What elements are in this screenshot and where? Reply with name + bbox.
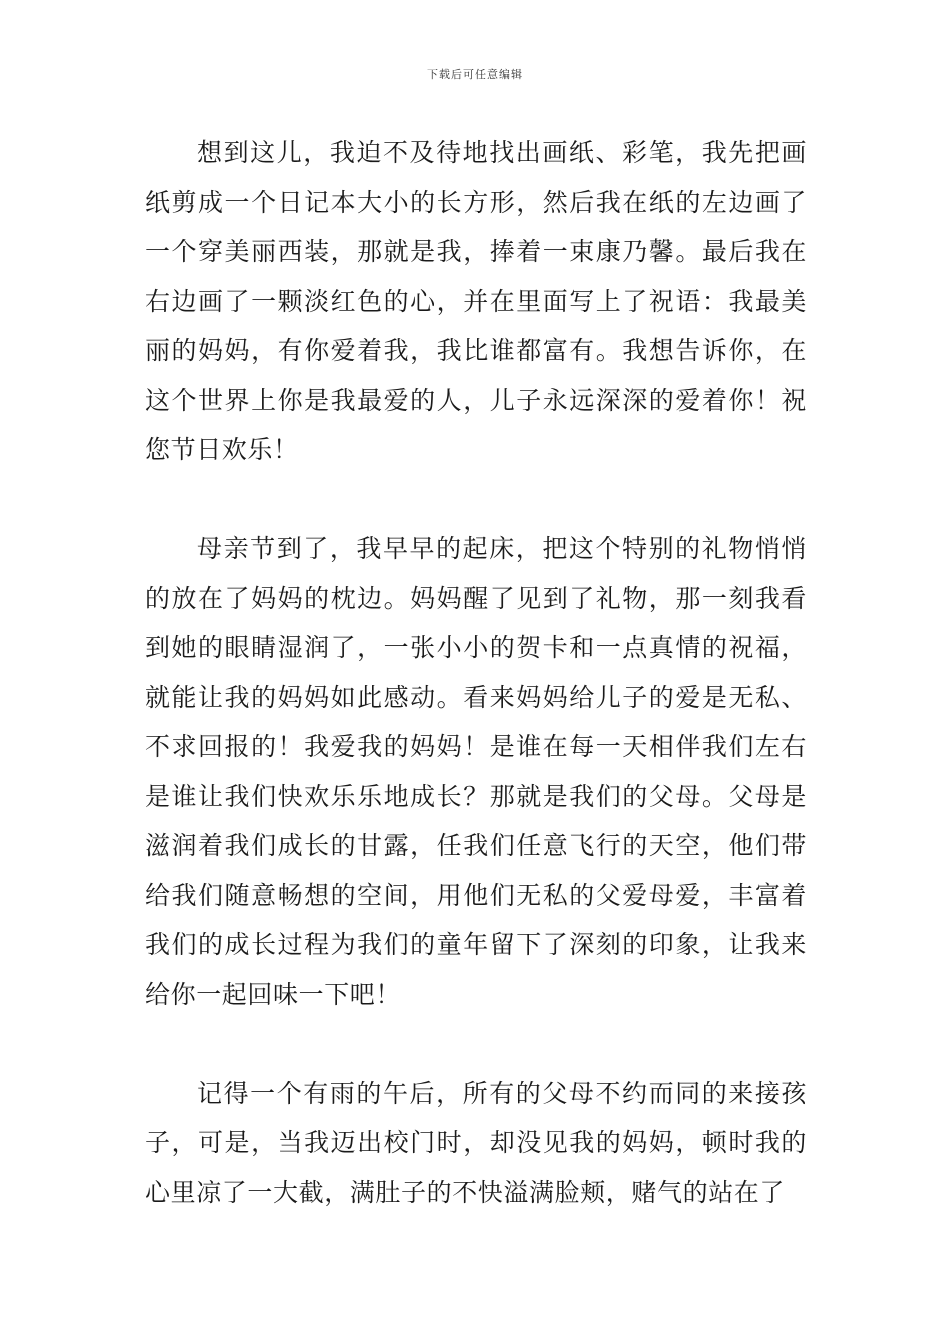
paragraph-1: 想到这儿，我迫不及待地找出画纸、彩笔，我先把画纸剪成一个日记本大小的长方形，然后我在纸的左边画了一个穿美丽西装，那就是我，捧着一束康乃馨。最后我在右边画了一颗淡红色的心，并在里面写上了祝语：我最美丽的妈妈，有你爱着我，我比谁都富有。我想告诉你，在这个世界上你是我最爱的人，儿子永远深深的爱着你！祝您节日欢乐！ [145, 138, 807, 464]
paragraph-2: 母亲节到了，我早早的起床，把这个特别的礼物悄悄的放在了妈妈的枕边。妈妈醒了见到了礼物，那一刻我看到她的眼睛湿润了，一张小小的贺卡和一点真情的祝福，就能让我的妈妈如此感动。看来妈妈给儿子的爱是无私、不求回报的！我爱我的妈妈！是谁在每一天相伴我们左右是谁让我们快欢乐乐地成长？那就是我们的父母。父母是滋润着我们成长的甘露，任我们任意飞行的天空，他们带给我们随意畅想的空间，用他们无私的父爱母爱，丰富着我们的成长过程为我们的童年留下了深刻的印象，让我来给你一起回味一下吧！ [145, 534, 807, 1009]
document-body [145, 128, 807, 1217]
page-header-note: 下载后可任意编辑 [427, 68, 523, 81]
paragraph-3: 记得一个有雨的午后，所有的父母不约而同的来接孩子，可是，当我迈出校门时，却没见我的妈妈，顿时我的心里凉了一大截，满肚子的不快溢满脸颊，赌气的站在了 [145, 1078, 807, 1207]
